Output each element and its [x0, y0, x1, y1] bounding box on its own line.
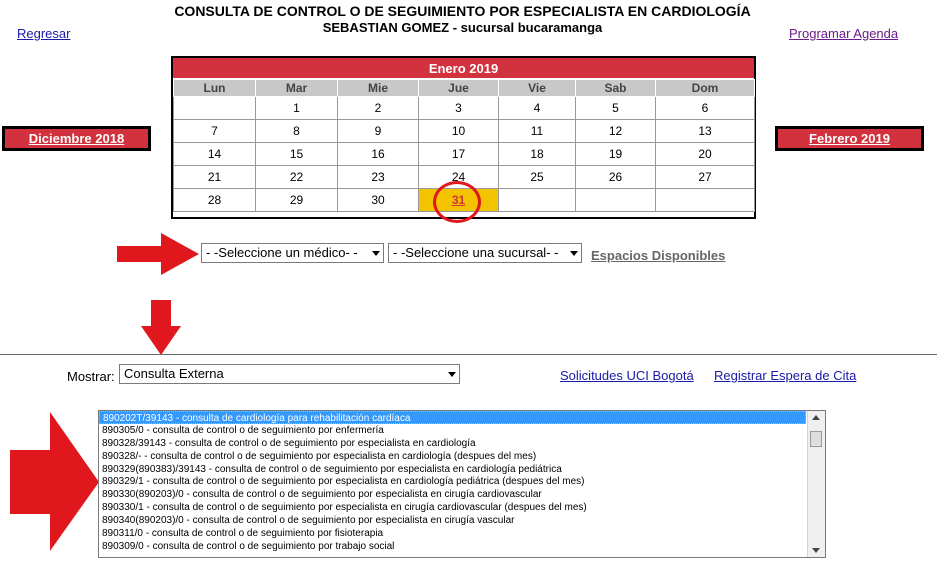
- calendar-day: 27: [656, 166, 755, 189]
- calendar-day-empty: [576, 189, 656, 212]
- show-label: Mostrar:: [67, 369, 115, 384]
- chevron-down-icon: [448, 372, 456, 377]
- chevron-down-icon: [570, 251, 578, 256]
- calendar-month-title: Enero 2019: [173, 58, 754, 79]
- annotation-arrow-right: [117, 233, 201, 275]
- calendar-day: 10: [419, 120, 499, 143]
- uci-requests-link[interactable]: Solicitudes UCI Bogotá: [560, 368, 694, 383]
- doctor-select[interactable]: [201, 243, 384, 263]
- weekday-header: Dom: [656, 80, 755, 97]
- calendar-day: 23: [338, 166, 419, 189]
- list-item[interactable]: 890309/0 - consulta de control o de seguimiento por trabajo social: [102, 540, 395, 552]
- calendar-day: 7: [174, 120, 256, 143]
- list-item[interactable]: 890328/- - consulta de control o de seguimiento por especialista en cardiología (despues del mes): [102, 450, 537, 462]
- calendar-day: 9: [338, 120, 419, 143]
- list-item-selected[interactable]: 890202T/39143 - consulta de cardiología para rehabilitación cardíaca: [99, 411, 806, 424]
- doctor-select-value: - -Seleccione un médico- -: [206, 245, 358, 260]
- show-select[interactable]: [119, 364, 460, 384]
- page-title: CONSULTA DE CONTROL O DE SEGUIMIENTO POR ESPECIALISTA EN CARDIOLOGÍA: [174, 3, 751, 19]
- listbox-scrollbar[interactable]: [807, 411, 825, 557]
- weekday-header: Sab: [576, 80, 656, 97]
- calendar-day: 25: [499, 166, 576, 189]
- calendar-day: 24: [419, 166, 499, 189]
- calendar-day: 17: [419, 143, 499, 166]
- calendar-day: 15: [256, 143, 338, 166]
- weekday-header: Vie: [499, 80, 576, 97]
- weekday-header: Mar: [256, 80, 338, 97]
- annotation-arrow-down: [140, 300, 182, 356]
- weekday-header: Lun: [174, 80, 256, 97]
- calendar-day: 1: [256, 97, 338, 120]
- scroll-down-icon[interactable]: [812, 548, 820, 553]
- scroll-up-icon[interactable]: [812, 415, 820, 420]
- schedule-link[interactable]: Programar Agenda: [789, 26, 899, 41]
- available-slots-link[interactable]: Espacios Disponibles: [591, 248, 726, 263]
- list-item[interactable]: 890305/0 - consulta de control o de seguimiento por enfermería: [102, 424, 384, 436]
- calendar-day: 22: [256, 166, 338, 189]
- weekday-header: Mie: [338, 80, 419, 97]
- list-item[interactable]: 890330(890203)/0 - consulta de control o de seguimiento por especialista en cirugía cardiovascular: [102, 489, 542, 501]
- back-link[interactable]: Regresar: [17, 26, 71, 41]
- chevron-down-icon: [372, 251, 380, 256]
- calendar-day: 20: [656, 143, 755, 166]
- section-divider: [0, 354, 937, 355]
- branch-select[interactable]: [388, 243, 582, 263]
- calendar-day-empty: [174, 97, 256, 120]
- prev-month-button[interactable]: Diciembre 2018: [2, 126, 151, 151]
- calendar-day-available-link[interactable]: 31: [419, 189, 499, 212]
- calendar-day: 2: [338, 97, 419, 120]
- register-wait-link[interactable]: Registrar Espera de Cita: [714, 368, 857, 383]
- branch-select-value: - -Seleccione una sucursal- -: [393, 245, 559, 260]
- calendar-day: 3: [419, 97, 499, 120]
- calendar-day: 16: [338, 143, 419, 166]
- calendar-day: 11: [499, 120, 576, 143]
- calendar-day: 13: [656, 120, 755, 143]
- list-item[interactable]: 890328/39143 - consulta de control o de seguimiento por especialista en cardiología: [102, 437, 476, 449]
- calendar-day: 28: [174, 189, 256, 212]
- annotation-arrow-large: [10, 412, 100, 552]
- calendar-day-empty: [499, 189, 576, 212]
- calendar-day: 8: [256, 120, 338, 143]
- calendar-day: 18: [499, 143, 576, 166]
- next-month-button[interactable]: Febrero 2019: [775, 126, 924, 151]
- calendar-day: 6: [656, 97, 755, 120]
- calendar-day: 14: [174, 143, 256, 166]
- calendar-day: 19: [576, 143, 656, 166]
- calendar-day: 30: [338, 189, 419, 212]
- weekday-header: Jue: [419, 80, 499, 97]
- calendar-day: 12: [576, 120, 656, 143]
- list-item[interactable]: 890329(890383)/39143 - consulta de control o de seguimiento por especialista en cardiología pediátrica: [102, 463, 562, 475]
- calendar-day: 26: [576, 166, 656, 189]
- calendar-day: 29: [256, 189, 338, 212]
- calendar-day: 21: [174, 166, 256, 189]
- list-item[interactable]: 890329/1 - consulta de control o de seguimiento por especialista en cardiología pediátrica (despues del mes): [102, 476, 585, 488]
- calendar-day: 5: [576, 97, 656, 120]
- scrollbar-thumb[interactable]: [810, 431, 822, 447]
- calendar-day-empty: [656, 189, 755, 212]
- annotation-circle: [433, 181, 481, 223]
- list-item[interactable]: 890330/1 - consulta de control o de seguimiento por especialista en cirugía cardiovascular (despues del mes): [102, 502, 587, 514]
- services-listbox[interactable]: [98, 410, 826, 558]
- page-subtitle: SEBASTIAN GOMEZ - sucursal bucaramanga: [322, 20, 603, 35]
- list-item[interactable]: 890340(890203)/0 - consulta de control o de seguimiento por especialista en cirugía vascular: [102, 515, 515, 527]
- show-select-value: Consulta Externa: [124, 366, 224, 381]
- list-item[interactable]: 890311/0 - consulta de control o de seguimiento por fisioterapia: [102, 528, 384, 540]
- calendar-day: 4: [499, 97, 576, 120]
